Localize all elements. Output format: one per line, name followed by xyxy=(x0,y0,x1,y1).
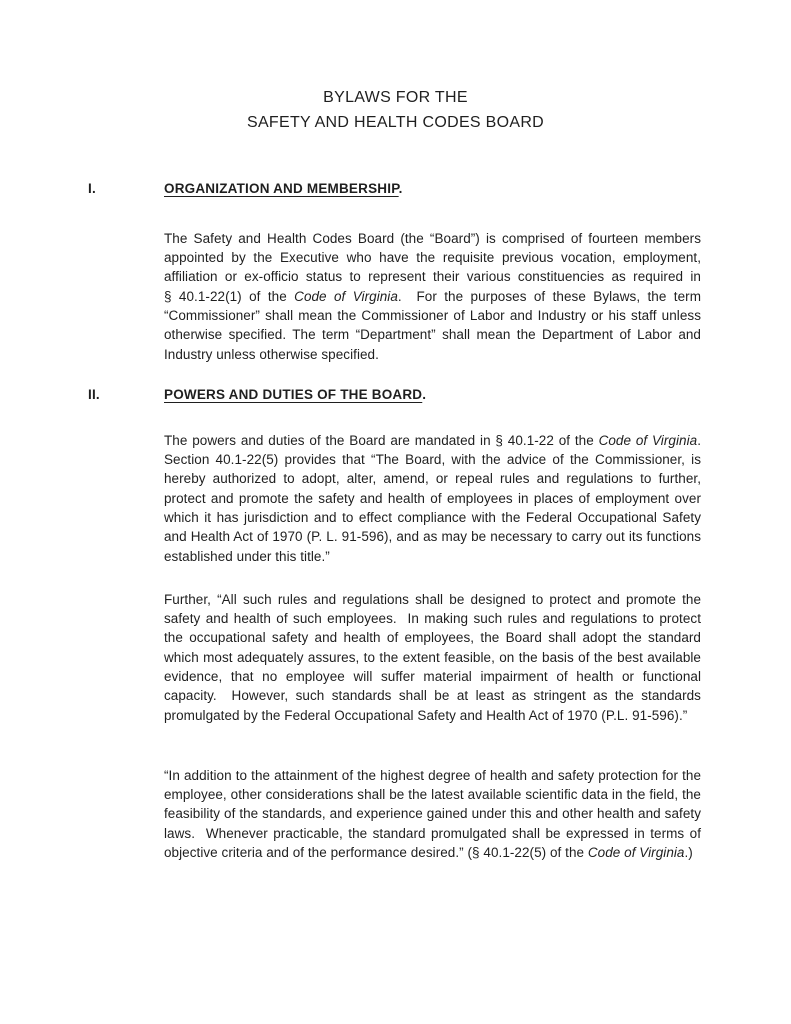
section-numeral: I. xyxy=(88,181,96,196)
paragraph-powers-duties-3: “In addition to the attainment of the highest degree of health and safety protection for the employee, other considerations shall be the latest available scientific data in the field, the feasibility of the standards, and experience gained under this and other health and safety laws. Whenever practicable, the standard promulgated shall be expressed in terms of objective criteria and of the performance desired.” (§ 40.1-22(5) of the Code of Virginia.) xyxy=(164,767,701,860)
section-heading-period: . xyxy=(422,387,427,402)
section-heading-powers-and-duties xyxy=(88,385,708,404)
paragraph-organization-membership: The Safety and Health Codes Board (the “Board”) is comprised of fourteen members appointed by the Executive who have the requisite previous vocation, employment, affiliation or ex-officio status to represent their various constituencies as required in § 40.1-22(1) of the Code of Virginia. For the purposes of these Bylaws, the term “Commissioner” shall mean the Commissioner of Labor and Industry or his staff unless otherwise specified. The term “Department” shall mean the Department of Labor and Industry unless otherwise specified. xyxy=(164,230,701,362)
section-numeral: II. xyxy=(88,387,100,402)
paragraph-powers-duties-2: Further, “All such rules and regulations shall be designed to protect and promote the safety and health of such employees. In making such rules and regulations to protect the occupational safety and health of employees, the Board shall adopt the standard which most adequately assures, to the extent feasible, on the basis of the best available evidence, that no employee will suffer material impairment of health or functional capacity. However, such standards shall be at least as stringent as the standards promulgated by the Federal Occupational Safety and Health Act of 1970 (P.L. 91-596).” xyxy=(164,591,701,723)
section-heading-text: POWERS AND DUTIES OF THE BOARD xyxy=(164,387,423,402)
document-title xyxy=(0,85,791,135)
section-heading-period: . xyxy=(398,181,403,196)
section-heading-text: ORGANIZATION AND MEMBERSHIP xyxy=(164,181,399,196)
section-heading-organization-and-membership xyxy=(88,179,708,198)
title-line-1: BYLAWS FOR THE xyxy=(323,89,468,106)
title-line-2: SAFETY AND HEALTH CODES BOARD xyxy=(246,114,545,131)
paragraph-powers-duties-1: The powers and duties of the Board are mandated in § 40.1-22 of the Code of Virginia. Section 40.1-22(5) provides that “The Board, with the advice of the Commissioner, is hereby authorized to adopt, alter, amend, or repeal rules and regulations to further, protect and promote the safety and health of employees in places of employment over which it has jurisdiction and to effect compliance with the Federal Occupational Safety and Health Act of 1970 (P. L. 91-596), and as may be necessary to carry out its functions established under this title.” xyxy=(164,432,701,564)
